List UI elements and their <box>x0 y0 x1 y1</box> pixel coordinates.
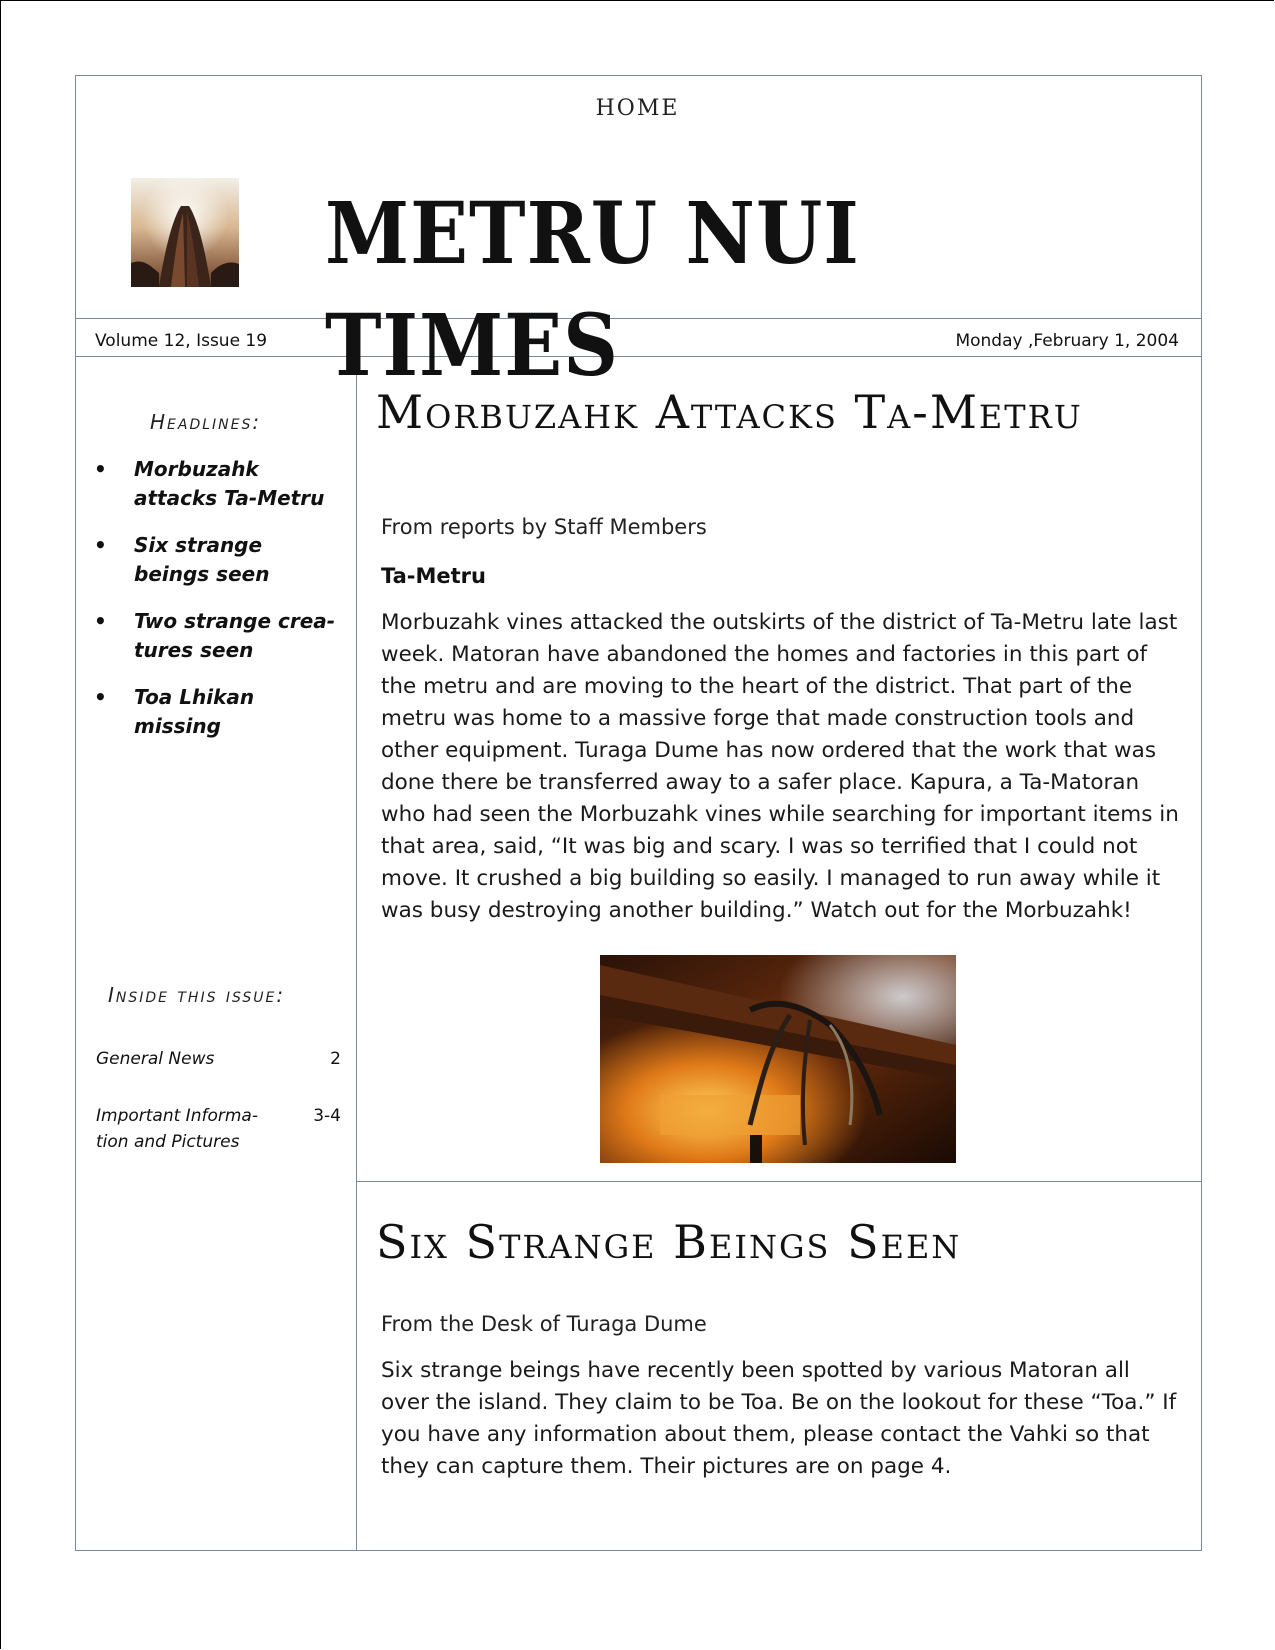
article-byline: From the Desk of Turaga Dume <box>381 1312 707 1336</box>
toc-entry[interactable] <box>96 1103 341 1155</box>
article-dateline: Ta-Metru <box>381 564 486 588</box>
article-body: Six strange beings have recently been spotted by various Matoran all over the island. They claim to be Toa. Be on the lookout for these “Toa.” If you have any information about them, please contact the Vahki so that they can capture them. Their pictures are on page 4. <box>381 1358 1177 1479</box>
column-divider <box>356 356 357 1551</box>
inside-issue-heading: Inside this issue: <box>108 983 286 1007</box>
headline-item[interactable]: • Two strange crea-tures seen <box>94 607 344 665</box>
toc-page: 3-4 <box>313 1106 341 1126</box>
issue-date: Monday ,February 1, 2004 <box>955 331 1179 351</box>
headlines-heading: Headlines: <box>150 410 262 434</box>
headline-item[interactable]: • Six strange beings seen <box>94 531 344 589</box>
toc-label: General News <box>96 1049 215 1069</box>
morbuzahk-photo <box>600 955 956 1163</box>
article-byline: From reports by Staff Members <box>381 515 707 539</box>
masthead-title: METRU NUI TIMES <box>325 183 860 396</box>
tower-logo-image <box>131 178 239 287</box>
article-title: Six Strange Beings Seen <box>376 1215 962 1269</box>
article-body: Morbuzahk vines attacked the outskirts of the district of Ta-Metru late last week. Matoran have abandoned the homes and factories in this part of the metru and are moving to the heart of the district. That part of the metru was home to a massive forge that made construction tools and other equipment. Turaga Dume has now ordered that the work that was done there be transferred away to a safer place. Kapura, a Ta-Matoran who had seen the Morbuzahk vines while searching for important items in that area, said, “It was big and scary. I was so terrified that I could not move. It crushed a big building so easily. I managed to run away while it was busy destroying another building.” Watch out for the Morbuzahk! <box>381 610 1179 923</box>
toc-entry[interactable] <box>96 1046 341 1072</box>
article-title: Morbuzahk Attacks Ta-Metru <box>376 385 1083 439</box>
headline-item[interactable]: • Morbuzahk attacks Ta-Metru <box>94 455 344 513</box>
volume-issue: Volume 12, Issue 19 <box>95 331 268 351</box>
home-link[interactable]: HOME <box>595 96 680 121</box>
headlines-list <box>94 455 344 759</box>
article-divider <box>356 1181 1202 1182</box>
toc-label: Important Informa-tion and Pictures <box>96 1106 258 1152</box>
headline-item[interactable]: • Toa Lhikan missing <box>94 683 344 741</box>
toc-page: 2 <box>330 1049 341 1069</box>
